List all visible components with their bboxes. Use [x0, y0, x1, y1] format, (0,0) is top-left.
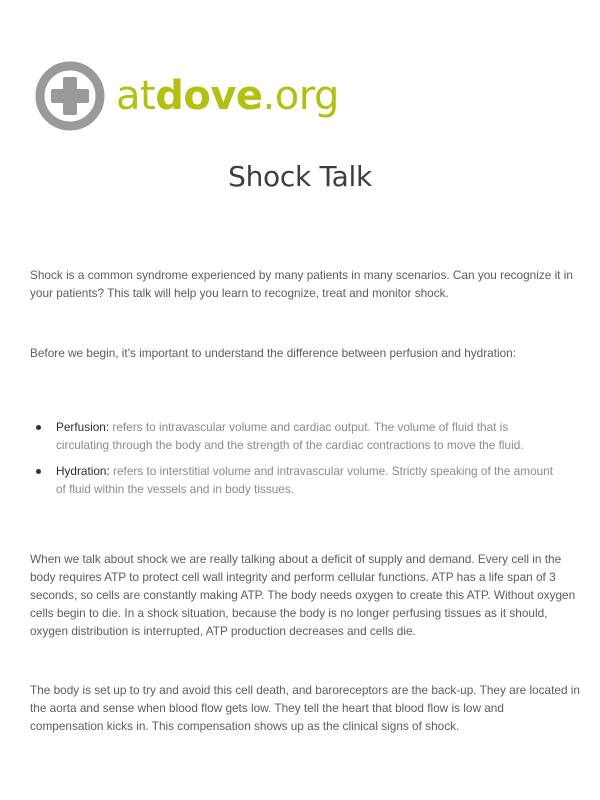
definitions-list: [36, 418, 556, 506]
logo-text-org: .org: [262, 73, 339, 119]
bullet-point: [36, 425, 41, 430]
intro-paragraph: Shock is a common syndrome experienced by many patients in many scenarios. Can you recognize it in your patients? This talk will help you learn to recognize, treat and monitor shock.: [30, 268, 573, 300]
baroreceptors-paragraph: The body is set up to try and avoid this cell death, and baroreceptors are the back-up. They are located in the aorta and sense when blood flow gets low. They tell the heart that blood flow is low and compensation kicks in. This compensation shows up as the clinical signs of shock.: [30, 683, 580, 733]
logo-text-at: at: [116, 73, 156, 119]
logo-wordmark: [116, 73, 339, 119]
bullet-point: [36, 469, 41, 474]
atdove-logo: [34, 58, 339, 134]
definition-perfusion: [36, 418, 556, 454]
page-title: Shock Talk: [228, 160, 372, 193]
deficit-paragraph: When we talk about shock we are really talking about a deficit of supply and demand. Every cell in the body requires ATP to protect cell wall integrity and perform cellular functions. ATP has a life span of 3 seconds, so cells are constantly making ATP. The body needs oxygen to create this ATP. Without oxygen cells begin to die. In a shock situation, because the body is no longer perfusing tissues as it should, oxygen distribution is interrupted, ATP production decreases and cells die.: [30, 552, 576, 638]
definition-hydration: [36, 462, 556, 498]
definition-text: refers to intravascular volume and cardiac output. The volume of fluid that is circulating through the body and the strength of the cardiac contractions to move the fluid.: [56, 420, 524, 452]
before-paragraph: Before we begin, it's important to understand the difference between perfusion and hydration:: [30, 346, 517, 360]
definition-term: Hydration:: [56, 464, 110, 478]
logo-text-dove: dove: [155, 73, 263, 119]
cross-in-circle-icon: [34, 60, 106, 132]
definition-text: refers to interstitial volume and intravascular volume. Strictly speaking of the amount of fluid within the vessels and in body tissues.: [56, 464, 554, 496]
definition-term: Perfusion:: [56, 420, 110, 434]
